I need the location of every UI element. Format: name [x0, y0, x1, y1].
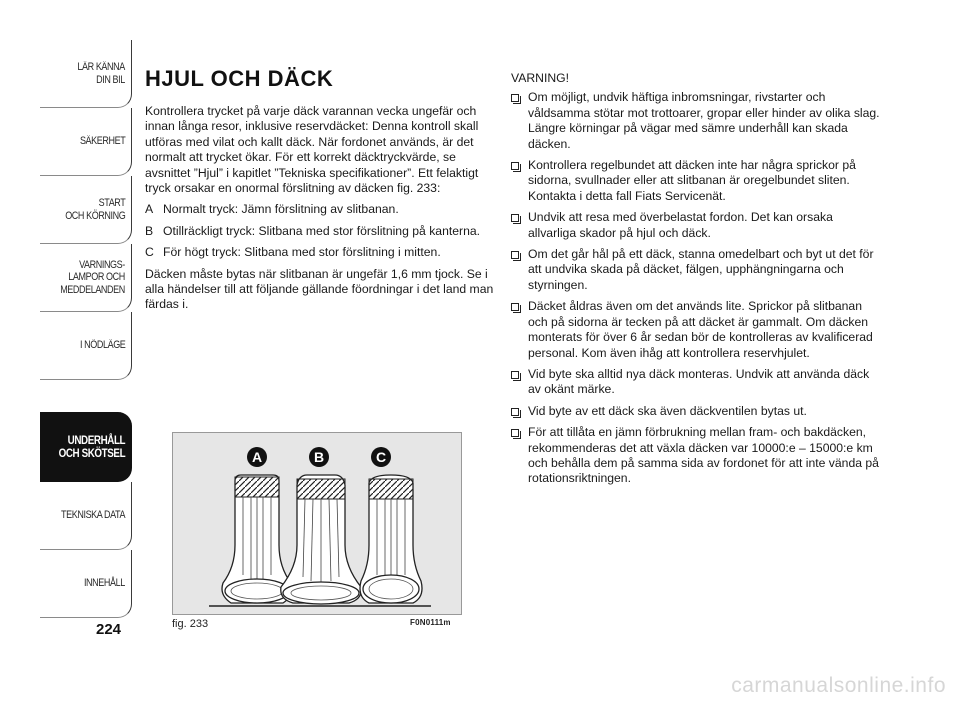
main-text — [145, 104, 495, 319]
item-text: Normalt tryck: Jämn förslitning av slitbanan. — [163, 202, 399, 217]
bullet-text: Undvik att resa med överbelastat fordon. Det kan orsaka allvarliga skador på hjul och däck. — [528, 210, 833, 240]
label-c-badge — [371, 447, 391, 467]
watermark: carmanualsonline.info — [731, 674, 946, 697]
tab-label: UNDERHÅLL OCH SKÖTSEL — [58, 432, 125, 460]
list-item — [145, 224, 495, 239]
bullet-text: Vid byte av ett däck ska även däckventilen bytas ut. — [528, 403, 807, 418]
label-c: C — [375, 449, 387, 465]
checkbox-bullet-icon — [511, 371, 519, 379]
bullet-text: Om det går hål på ett däck, stanna omedelbart och byt ut det för att undvika skada på däcket, fälgen, upphängningarna och styrningen. — [528, 247, 874, 292]
tab-sakerhet[interactable] — [40, 108, 132, 176]
label-b: B — [313, 449, 325, 465]
bullet-text: Kontrollera regelbundet att däcken inte har några sprickor på sidorna, svullnader eller att slitbanan är oregelbundet sliten. Kontakta i detta fall Fiats Servicenät. — [528, 158, 856, 203]
warning-bullet — [511, 210, 881, 241]
checkbox-bullet-icon — [511, 408, 519, 416]
tab-label: LÄR KÄNNA DIN BIL — [77, 61, 125, 86]
tab-label: I NÖDLÄGE — [79, 339, 125, 352]
list-item — [145, 245, 495, 260]
item-text: Otillräckligt tryck: Slitbana med stor förslitning på kanterna. — [163, 223, 481, 238]
warning-bullet — [511, 247, 881, 293]
tab-lar-kanna[interactable] — [40, 40, 132, 108]
tire-b — [281, 475, 362, 604]
label-a-badge — [247, 447, 267, 467]
list-item — [145, 202, 495, 217]
tab-label: INNEHÅLL — [84, 577, 125, 590]
tab-varningslampor[interactable] — [40, 244, 132, 312]
tab-i-nodlage[interactable] — [40, 312, 132, 380]
tab-tekniska-data[interactable] — [40, 482, 132, 550]
item-text: För högt tryck: Slitbana med stor förslitning i mitten. — [163, 245, 441, 260]
tire-illustration — [173, 433, 463, 616]
warning-box — [511, 71, 881, 493]
tire-c — [360, 475, 422, 603]
checkbox-bullet-icon — [511, 303, 519, 311]
warning-bullet — [511, 299, 881, 361]
label-b-badge — [309, 447, 329, 467]
tab-label: START OCH KÖRNING — [64, 197, 125, 222]
figure-caption: fig. 233 — [172, 618, 209, 630]
bullet-text: Vid byte ska alltid nya däck monteras. Undvik att använda däck av okänt märke. — [528, 366, 870, 397]
outro-paragraph: Däcken måste bytas när slitbanan är ungefär 1,6 mm tjock. Se i alla händelser till att följande gällande föordningar i det land man färdas i. — [145, 266, 494, 312]
page-number: 224 — [96, 621, 122, 638]
tire-a — [222, 475, 292, 603]
warning-bullet — [511, 90, 881, 152]
warning-title: VARNING! — [511, 71, 570, 85]
chapter-tabs — [40, 40, 133, 620]
figure-code: F0N0111m — [410, 618, 451, 627]
section-title: HJUL OCH DÄCK — [145, 66, 334, 91]
item-key: B — [145, 223, 154, 238]
item-key: A — [145, 202, 154, 217]
bullet-text: För att tillåta en jämn förbrukning mellan fram- och bakdäcken, rekommenderas det att växla däcken var 10000:e – 15000:e km och behålla dem på samma sida av fordonet för att inte vända på rotationsriktningen. — [528, 425, 879, 486]
checkbox-bullet-icon — [511, 162, 519, 170]
bullet-text: Om möjligt, undvik häftiga inbromsningar, rivstarter och våldsamma stötar mot trottoarer, gropar eller hinder av olika slag. Längre körningar på vägar med sämre underhåll kan skada däcken. — [528, 90, 880, 151]
label-a: A — [251, 449, 263, 465]
checkbox-bullet-icon — [511, 429, 519, 437]
warning-bullet — [511, 367, 881, 398]
checkbox-bullet-icon — [511, 251, 519, 259]
bullet-text: Däcket åldras även om det används lite. Sprickor på slitbanan och på sidorna är tecken på att däcket är gammalt. Om däcken monterats för över 6 år sedan bör de kontrolleras av kvalificerad personal. Kom även ihåg att kontrollera reservhjulet. — [528, 299, 873, 360]
tab-label: VARNINGS- LAMPOR OCH MEDDELANDEN — [60, 258, 125, 296]
tab-start[interactable] — [40, 176, 132, 244]
tab-innehall[interactable] — [40, 550, 132, 618]
item-key: C — [145, 245, 154, 260]
checkbox-bullet-icon — [511, 94, 519, 102]
tab-label: TEKNISKA DATA — [60, 509, 125, 522]
warning-bullet — [511, 158, 881, 204]
warning-bullet — [511, 404, 881, 419]
warning-bullet — [511, 425, 881, 487]
tire-wear-figure — [172, 432, 462, 615]
tab-underhall[interactable] — [40, 412, 132, 482]
tab-label: SÄKERHET — [79, 135, 125, 148]
checkbox-bullet-icon — [511, 214, 519, 222]
intro-paragraph: Kontrollera trycket på varje däck varannan vecka ungefär och innan långa resor, inklusive reservdäcket: Denna kontroll skall utföras med vilat och kallt däck. När fordonet används, är det normalt att trycket ökar. För ett korrekt däcktryckvärde, se avsnittet ”Hjul” i kapitlet ”Tekniska specifikationer”. Ett felaktigt tryck orsakar en onormal förslitning av däcken fig. 233: — [145, 104, 479, 196]
